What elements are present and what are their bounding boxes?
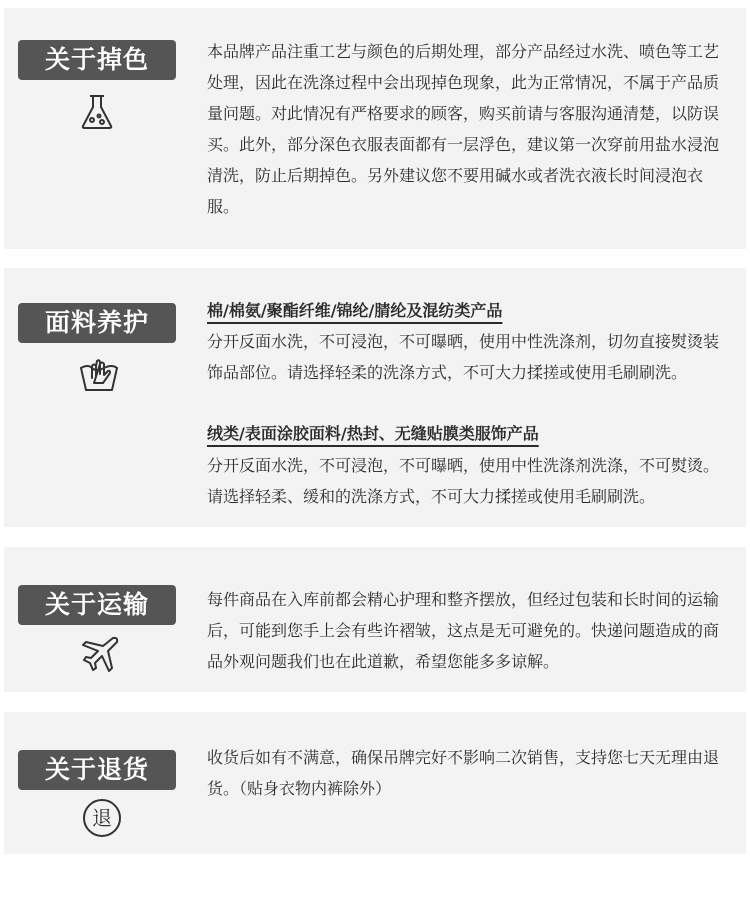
section-color-fading (4, 8, 746, 249)
hand-wash-icon (78, 356, 120, 394)
fabric-group-heading: 棉/棉氨/聚酯纤维/锦纶/腈纶及混纺类产品 (207, 301, 503, 320)
fabric-group-text: 分开反面水洗，不可浸泡，不可曝晒，使用中性洗涤剂洗涤，不可熨烫。请选择轻柔、缓和的洗涤方式，不可大力揉搓或使用毛刷刷洗。 (207, 456, 720, 506)
section-title: 关于运输 (18, 585, 176, 625)
section-returns (4, 712, 746, 854)
section-title: 面料养护 (18, 303, 176, 343)
section-text: 本品牌产品注重工艺与颜色的后期处理，部分产品经过水洗、喷色等工艺处理，因此在洗涤过程中会出现掉色现象，此为正常情况，不属于产品质量问题。对此情况有严格要求的顾客，购买前请与客服沟通清楚，以防误买。此外，部分深色衣服表面都有一层浮色，建议第一次穿前用盐水浸泡清洗，防止后期掉色。另外建议您不要用碱水或者洗衣液长时间浸泡衣服。 (207, 42, 720, 216)
section-shipping (4, 547, 746, 692)
fabric-group-heading: 绒类/表面涂胶面料/热封、无缝贴膜类服饰产品 (207, 424, 539, 443)
return-icon-char: 退 (92, 806, 112, 830)
return-icon (82, 798, 122, 838)
section-fabric-care (4, 268, 746, 527)
airplane-icon (82, 635, 120, 673)
section-title: 关于退货 (18, 750, 176, 790)
fabric-group-text: 分开反面水洗，不可浸泡，不可曝晒，使用中性洗涤剂，切勿直接熨烫装饰品部位。请选择轻柔的洗涤方式，不可大力揉搓或使用毛刷刷洗。 (207, 332, 720, 382)
section-text: 每件商品在入库前都会精心护理和整齐摆放，但经过包装和长时间的运输后，可能到您手上会有些许褶皱，这点是无可避免的。快递问题造成的商品外观问题我们也在此道歉，希望您能多多谅解。 (207, 590, 720, 671)
section-text: 收货后如有不满意，确保吊牌完好不影响二次销售，支持您七天无理由退货。（贴身衣物内裤除外） (207, 748, 720, 798)
flask-icon (80, 94, 114, 130)
section-title: 关于掉色 (18, 40, 176, 80)
